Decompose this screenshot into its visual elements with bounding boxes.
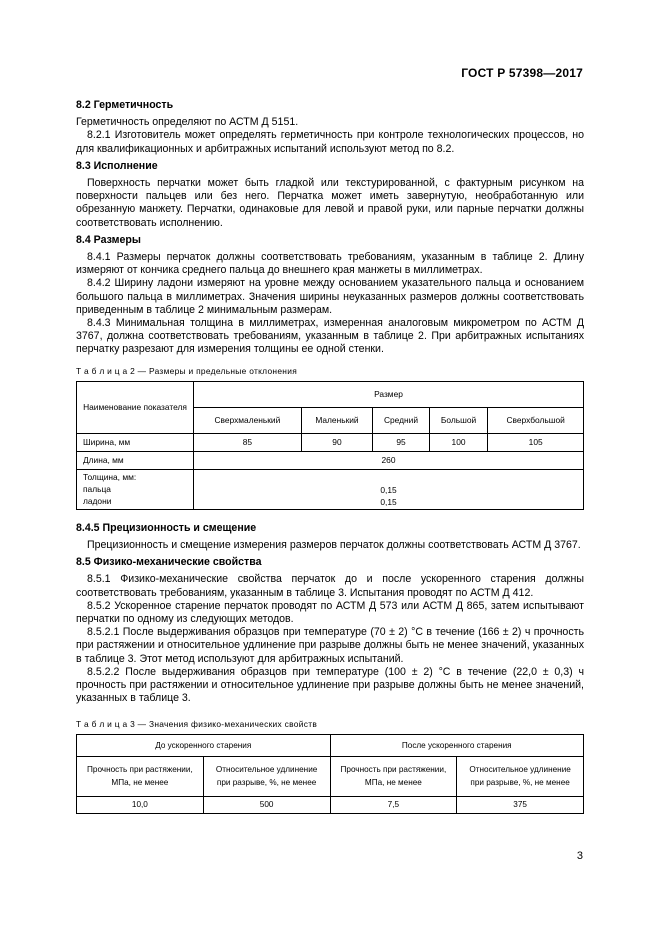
table-cell: 100 xyxy=(429,433,488,451)
paragraph: 8.5.2 Ускоренное старение перчаток проводят по АСТМ Д 573 или АСТМ Д 865, затем испытывают перчатки по одному из следующих методов. xyxy=(76,599,584,626)
paragraph: 8.5.2.2 После выдерживания образцов при температуре (100 ± 2) °С в течение (22,0 ± 0,3) ч прочность при растяжении и относительное удлинение при разрыве должны быть не менее значений, указанных в таблице 3. xyxy=(76,665,584,705)
table-3-caption: Т а б л и ц а 3 — Значения физико-механических свойств xyxy=(76,718,318,729)
palm-label: ладони xyxy=(83,496,112,507)
document-body xyxy=(76,95,584,814)
table-cell: 375 xyxy=(457,796,584,813)
section-8-2-title: 8.2 Герметичность xyxy=(76,99,174,111)
table-header-cell: После ускоренного старения xyxy=(330,734,584,756)
table-header-cell: Сверхбольшой xyxy=(488,407,584,433)
finger-label: пальца xyxy=(83,484,111,495)
table-cell: 90 xyxy=(301,433,372,451)
page-number: 3 xyxy=(576,850,583,862)
paragraph: 8.4.2 Ширину ладони измеряют на уровне между основанием указательного пальца и основанием большого пальца в миллиметрах. Значения ширины неуказанных размеров должны соответствовать приведенным в таблице 2 минимальным размерам. xyxy=(76,277,584,316)
table-cell: 95 xyxy=(373,433,430,451)
table-cell: Длина, мм xyxy=(77,451,194,469)
table-cell: 10,0 xyxy=(77,796,204,813)
table-header-cell: Маленький xyxy=(301,407,372,433)
table-header-cell: Прочность при растяжении, МПа, не менее xyxy=(77,756,204,796)
paragraph: Прецизионность и смещение измерения размеров перчаток должны соответствовать АСТМ Д 3767. xyxy=(87,539,581,552)
table-header-cell: Прочность при растяжении, МПа, не менее xyxy=(330,756,457,796)
paragraph: 8.2.1 Изготовитель может определять герметичность при контроле технологических процессов, но для квалификационных и арбитражных испытаний используют метод по 8.2. xyxy=(76,129,584,155)
table-2-caption: Т а б л и ц а 2 — Размеры и предельные отклонения xyxy=(76,365,298,376)
table-cell: 260 xyxy=(194,451,584,469)
table-cell: 105 xyxy=(488,433,584,451)
table-3 xyxy=(76,734,584,814)
palm-value: 0,15 xyxy=(380,496,397,507)
table-cell xyxy=(77,469,194,509)
table-header-cell: Размер xyxy=(194,381,584,407)
table-cell: 500 xyxy=(203,796,330,813)
table-header-cell: Сверхмаленький xyxy=(194,407,302,433)
table-cell: Ширина, мм xyxy=(77,433,194,451)
paragraph: 8.4.1 Размеры перчаток должны соответствовать требованиям, указанным в таблице 2. Длину измеряют от кончика среднего пальца до внешнего края манжеты в миллиметрах. xyxy=(76,251,584,277)
table-header-cell: Наименование показателя xyxy=(77,381,194,433)
table-cell: 85 xyxy=(194,433,302,451)
paragraph: 8.5.2.1 После выдерживания образцов при температуре (70 ± 2) °С в течение (166 ± 2) ч прочность при растяжении и относительное удлинение при разрыве должны быть не менее значений, указанных в таблице 3. Этот метод используют для арбитражных испытаний. xyxy=(76,626,584,665)
paragraph: Поверхность перчатки может быть гладкой или текстурированной, с фактурным рисунком на поверхности пальцев или без него. Перчатка может иметь завернутую, необработанную или обрезанную манжету. Перчатки, одинаковые для левой и правой руки, или парные перчатки должны соответствовать исполнению. xyxy=(76,177,584,229)
table-header-cell: Средний xyxy=(373,407,430,433)
thickness-label: Толщина, мм: xyxy=(83,472,137,483)
table-cell xyxy=(194,469,584,509)
section-8-3-title: 8.3 Исполнение xyxy=(76,159,158,172)
paragraph: 8.4.3 Минимальная толщина в миллиметрах, измеренная аналоговым микрометром по АСТМ Д 3767, должна соответствовать требованиям, указанным в таблице 2. При арбитражных испытаниях перчатку разрезают для измерения толщины ее одной стенки. xyxy=(76,317,584,356)
section-8-5-title: 8.5 Физико-механические свойства xyxy=(76,556,262,569)
paragraph: 8.5.1 Физико-механические свойства перчаток до и после ускоренного старения должны соответствовать требованиям, указанным в таблице 3. Испытания проводят по АСТМ Д 412. xyxy=(76,573,584,599)
finger-value: 0,15 xyxy=(380,484,397,495)
table-header-cell: Относительное удлинение при разрыве, %, не менее xyxy=(203,756,330,796)
table-2 xyxy=(76,381,584,510)
table-header-cell: Большой xyxy=(429,407,488,433)
standard-code: ГОСТ Р 57398—2017 xyxy=(461,66,583,80)
paragraph: Герметичность определяют по АСТМ Д 5151. xyxy=(76,116,299,129)
table-cell: 7,5 xyxy=(330,796,457,813)
section-8-4-title: 8.4 Размеры xyxy=(76,233,141,246)
table-header-cell: Относительное удлинение при разрыве, %, не менее xyxy=(457,756,584,796)
table-header-cell: До ускоренного старения xyxy=(77,734,331,756)
section-8-4-5-title: 8.4.5 Прецизионность и смещение xyxy=(76,521,257,534)
